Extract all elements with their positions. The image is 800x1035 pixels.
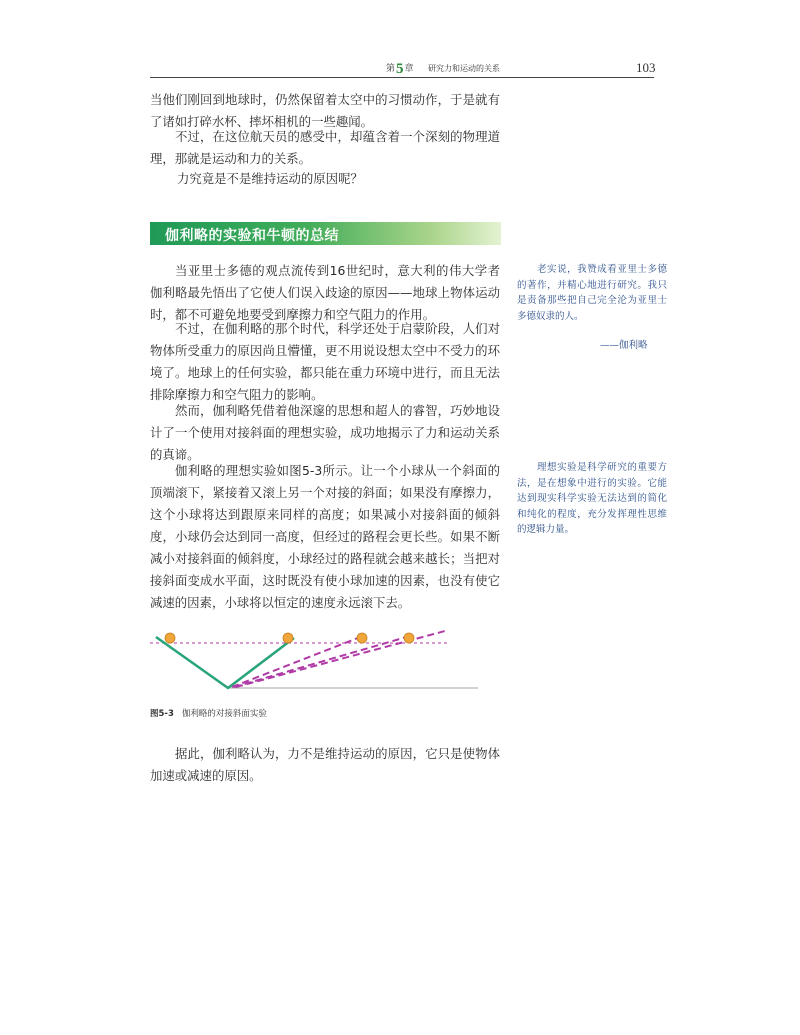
body-paragraph-4: 当亚里士多德的观点流传到16世纪时，意大利的伟大学者伽利略最先悟出了它使人们误入歧途的原因——地球上物体运动时，都不可避免地要受到摩擦力和空气阻力的作用。: [150, 263, 500, 322]
body-paragraph-6: 然而，伽利略凭借着他深邃的思想和超人的睿智，巧妙地设计了一个使用对接斜面的理想实验，成功地揭示了力和运动关系的真谛。: [150, 403, 500, 462]
body-paragraph-8: 据此，伽利略认为，力不是维持运动的原因，它只是使物体加速或减速的原因。: [150, 746, 500, 783]
ball-icon: [357, 633, 367, 643]
ball-icon: [283, 633, 293, 643]
incline-planes: [156, 637, 294, 688]
ball-icon: [404, 633, 414, 643]
incline-dashed-1: [232, 636, 363, 687]
section-heading-bar: [150, 222, 501, 245]
header-divider: [150, 77, 654, 78]
page-number: 103: [636, 60, 656, 75]
margin-note-ideal-experiment: 理想实验是科学研究的重要方法，是在想象中进行的实验。它能达到现实科学实验无法达到的简化和纯化的程度，充分发挥理性思维的逻辑力量。: [517, 462, 667, 535]
body-paragraph-3: 力究竟是不是维持运动的原因呢？: [177, 171, 363, 186]
margin-note-attribution: ——伽利略: [600, 340, 648, 351]
chapter-prefix: 第: [386, 64, 396, 74]
chapter-suffix: 章: [404, 64, 414, 74]
figure-caption-text: 伽利略的对接斜面实验: [181, 709, 267, 719]
incline-dashed-2: [234, 636, 410, 687]
page-header: [0, 0, 800, 80]
body-paragraph-5: 不过，在伽利略的那个时代，科学还处于启蒙阶段，人们对物体所受重力的原因尚且懵懂，更不用说设想太空中不受力的环境了。地球上的任何实验，都只能在重力环境中进行，而且无法排除摩擦力和空气阻力的影响。: [150, 321, 500, 402]
figure-caption: [150, 707, 267, 719]
body-paragraph-2: 不过，在这位航天员的感受中，却蕴含着一个深刻的物理道理，那就是运动和力的关系。: [150, 129, 500, 166]
chapter-number: 5: [396, 61, 404, 77]
figure-inclined-planes: [148, 625, 488, 700]
chapter-title: 研究力和运动的关系: [428, 64, 500, 73]
body-paragraph-7: 伽利略的理想实验如图5-3所示。让一个小球从一个斜面的顶端滚下，紧接着又滚上另一个对接的斜面；如果没有摩擦力，这个小球将达到跟原来同样的高度；如果减小对接斜面的倾斜度，小球仍会达到同一高度，但经过的路程会更长些。如果不断减小对接斜面的倾斜度，小球经过的路程就会越来越长；当把对接斜面变成水平面，这时既没有使小球加速的因素，也没有使它减速的因素，小球将以恒定的速度永远滚下去。: [150, 463, 500, 610]
figure-label: 图5-3: [150, 709, 174, 719]
body-paragraph-1: 当他们刚回到地球时，仍然保留着太空中的习惯动作，于是就有了诸如打碎水杯、摔坏相机的一些趣闻。: [150, 92, 500, 129]
ball-icon: [165, 633, 175, 643]
inclined-planes-diagram: [148, 625, 488, 700]
section-title: 伽利略的实验和牛顿的总结: [165, 228, 339, 244]
margin-note-quote: 老实说，我赞成看亚里士多德的著作，并精心地进行研究。我只是责备那些把自己完全沦为亚里士多德奴隶的人。: [517, 264, 667, 322]
chapter-label: [386, 61, 414, 78]
